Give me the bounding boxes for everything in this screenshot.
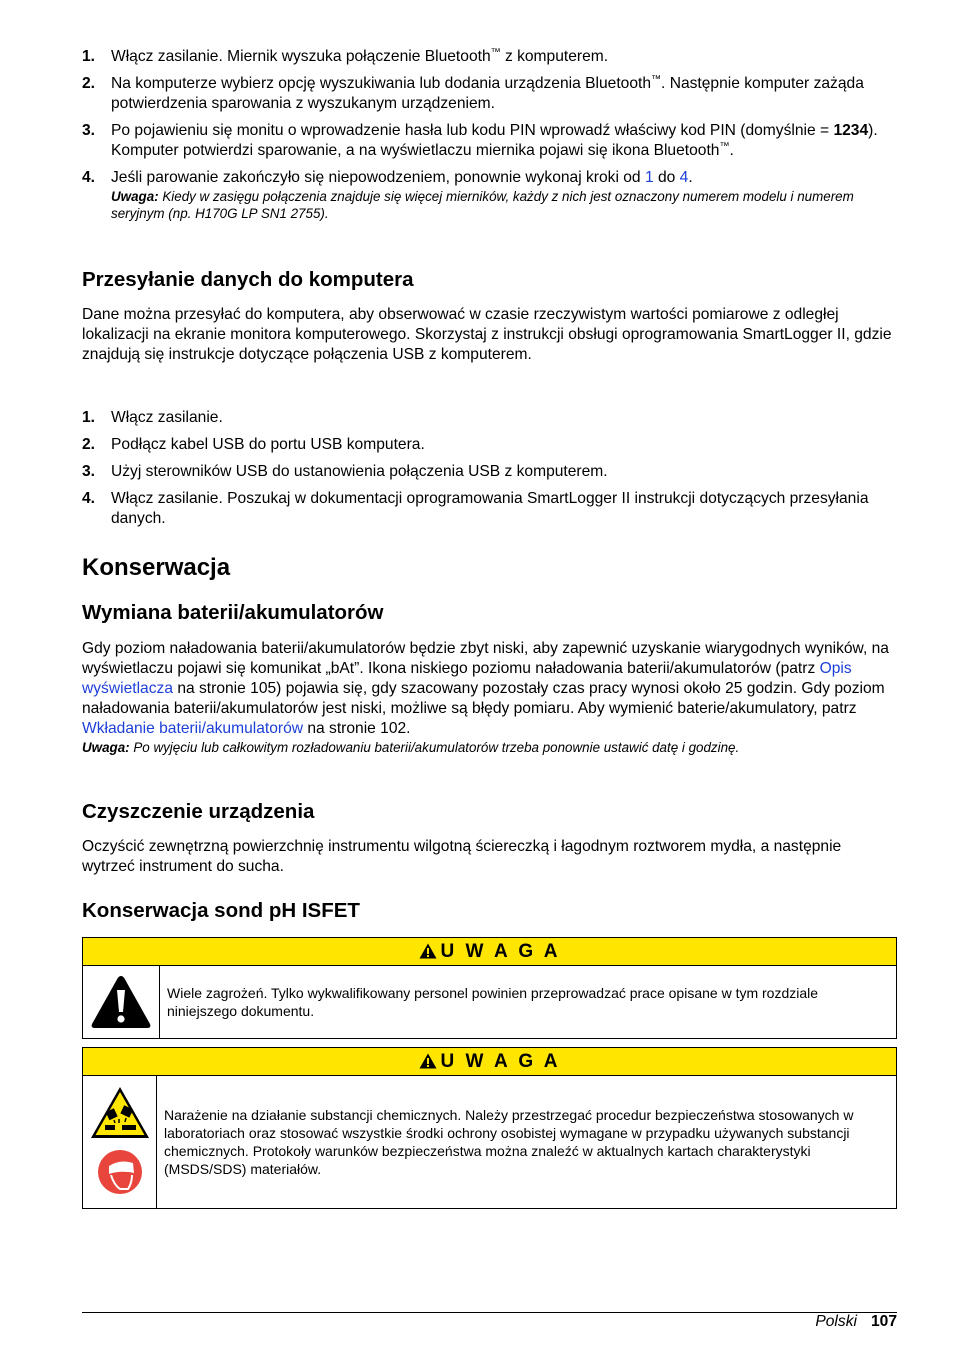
step-text: Włącz zasilanie. Poszukaj w dokumentacji oprogramowania SmartLogger II instrukcji dotyczących przesyłania danych. bbox=[111, 490, 869, 527]
warning-triangle-icon bbox=[419, 943, 437, 959]
transfer-steps-list bbox=[82, 408, 897, 536]
bluetooth-steps-list bbox=[82, 47, 897, 222]
warning-header bbox=[83, 1048, 896, 1076]
trademark-sign: ™ bbox=[490, 47, 501, 58]
list-item bbox=[82, 121, 897, 161]
step-number: 1. bbox=[82, 409, 96, 426]
step-number: 1. bbox=[82, 48, 96, 65]
section-heading-isfet: Konserwacja sond pH ISFET bbox=[82, 899, 360, 922]
step-number: 4. bbox=[82, 490, 96, 507]
note-text: Kiedy w zasięgu połączenia znajduje się więcej mierników, każdy z nich jest oznaczony numerem modelu i numerem seryjnym (np. H170G LP SN1 2755). bbox=[111, 189, 854, 221]
eye-protection-icon bbox=[97, 1145, 143, 1199]
warning-box bbox=[82, 937, 897, 1039]
step-number: 2. bbox=[82, 75, 96, 92]
step-text: . bbox=[729, 142, 734, 159]
page-footer bbox=[815, 1312, 897, 1332]
cleaning-paragraph: Oczyścić zewnętrzną powierzchnię instrumentu wilgotną ściereczką i łagodnym roztworem mydła, a następnie wytrzeć instrument do sucha. bbox=[82, 838, 842, 875]
trademark-sign: ™ bbox=[719, 141, 730, 152]
note-text: Po wyjęciu lub całkowitym rozładowaniu baterii/akumulatorów trzeba ponownie ustawić datę i godzinę. bbox=[129, 740, 740, 755]
section-heading-transfer: Przesyłanie danych do komputera bbox=[82, 268, 414, 291]
chapter-heading-maintenance: Konserwacja bbox=[82, 554, 231, 581]
step-text: z komputerem. bbox=[500, 48, 609, 65]
step-number: 3. bbox=[82, 122, 96, 139]
step-1-link[interactable]: 1 bbox=[644, 169, 654, 186]
step-number: 2. bbox=[82, 436, 96, 453]
display-description-link[interactable]: Opis wyświetlacza bbox=[82, 660, 852, 697]
list-item bbox=[82, 435, 897, 455]
list-item bbox=[82, 408, 897, 428]
note-label: Uwaga: bbox=[111, 189, 159, 204]
warning-title: U W A G A bbox=[440, 1051, 561, 1072]
general-hazard-icon bbox=[90, 974, 152, 1030]
section-heading-battery: Wymiana baterii/akumulatorów bbox=[82, 601, 384, 624]
section-heading-cleaning: Czyszczenie urządzenia bbox=[82, 800, 315, 823]
step-text: Na komputerze wybierz opcję wyszukiwania lub dodania urządzenia Bluetooth bbox=[111, 75, 652, 92]
step-4-link[interactable]: 4 bbox=[679, 169, 689, 186]
step-text: Użyj sterowników USB do ustanowienia połączenia USB z komputerem. bbox=[111, 463, 608, 480]
note bbox=[111, 188, 897, 222]
step-text: . bbox=[688, 169, 693, 186]
transfer-paragraph: Dane można przesyłać do komputera, aby obserwować w czasie rzeczywistym wartości pomiarowe z odległej lokalizacji na ekranie monitora komputerowego. Skorzystaj z instrukcji obsługi oprogramowania SmartLogger II, gdzie znajdują się instrukcje dotyczące połączenia USB z komputerem. bbox=[82, 306, 892, 363]
warning-box bbox=[82, 1047, 897, 1209]
battery-paragraph bbox=[82, 639, 895, 756]
step-text: Włącz zasilanie. Miernik wyszuka połączenie Bluetooth bbox=[111, 48, 491, 65]
note-label: Uwaga: bbox=[82, 740, 130, 755]
warning-title: U W A G A bbox=[440, 941, 561, 962]
warning-text: Wiele zagrożeń. Tylko wykwalifikowany personel powinien przeprowadzać prace opisane w tym rozdziale niniejszego dokumentu. bbox=[167, 985, 819, 1019]
paragraph-text: Gdy poziom naładowania baterii/akumulatorów będzie zbyt niski, aby zapewnić uzyskanie wiarygodnych wyników, na wyświetlaczu pojawi się komunikat „bAt”. Ikona niskiego poziomu naładowania baterii/akumulatorów (patrz bbox=[82, 640, 889, 677]
warning-header bbox=[83, 938, 896, 966]
battery-install-link[interactable]: Wkładanie baterii/akumulatorów bbox=[82, 720, 304, 737]
list-item bbox=[82, 168, 897, 222]
step-text: ). Komputer potwierdzi sparowanie, a na wyświetlaczu miernika pojawi się ikona Bluetooth bbox=[111, 122, 878, 159]
step-text: Po pojawieniu się monitu o wprowadzenie hasła lub kodu PIN wprowadź właściwy kod PIN (domyślnie = bbox=[111, 122, 834, 139]
step-number: 4. bbox=[82, 169, 96, 186]
step-text: Jeśli parowanie zakończyło się niepowodzeniem, ponownie wykonaj kroki od bbox=[111, 169, 645, 186]
footer-rule bbox=[82, 1312, 897, 1313]
page-number: 107 bbox=[870, 1313, 897, 1330]
step-text: . Następnie komputer zażąda potwierdzenia sparowania z wyszukanym urządzeniem. bbox=[111, 75, 864, 112]
warning-triangle-icon bbox=[419, 1053, 437, 1069]
step-text: Włącz zasilanie. bbox=[111, 409, 223, 426]
step-text: Podłącz kabel USB do portu USB komputera. bbox=[111, 436, 425, 453]
default-pin: 1234 bbox=[833, 122, 869, 139]
paragraph-text: na stronie 102. bbox=[303, 720, 411, 737]
paragraph-text: na stronie 105) pojawia się, gdy szacowany pozostały czas pracy wynosi około 25 godzin. Gdy poziom naładowania baterii/akumulatorów jest niski, możliwe są błędy pomiaru. Aby wymienić baterie/akumulatory, patrz bbox=[82, 680, 885, 717]
step-number: 3. bbox=[82, 463, 96, 480]
footer-language: Polski bbox=[815, 1313, 857, 1330]
warning-text: Narażenie na działanie substancji chemicznych. Należy przestrzegać procedur bezpieczeństwa stosowanych w laboratoriach oraz stosować wszystkie środki ochrony osobistej wymagane w przypadku używanych substancji chemicznych. Protokoły warunków bezpieczeństwa można znaleźć w aktualnych kartach charakterystyki (MSDS/SDS) materiałów. bbox=[164, 1107, 854, 1177]
list-item bbox=[82, 489, 897, 529]
step-text: do bbox=[653, 169, 680, 186]
chemical-hazard-icon bbox=[89, 1085, 151, 1141]
note bbox=[82, 739, 895, 756]
list-item bbox=[82, 74, 897, 114]
list-item bbox=[82, 47, 897, 67]
list-item bbox=[82, 462, 897, 482]
trademark-sign: ™ bbox=[651, 74, 662, 85]
